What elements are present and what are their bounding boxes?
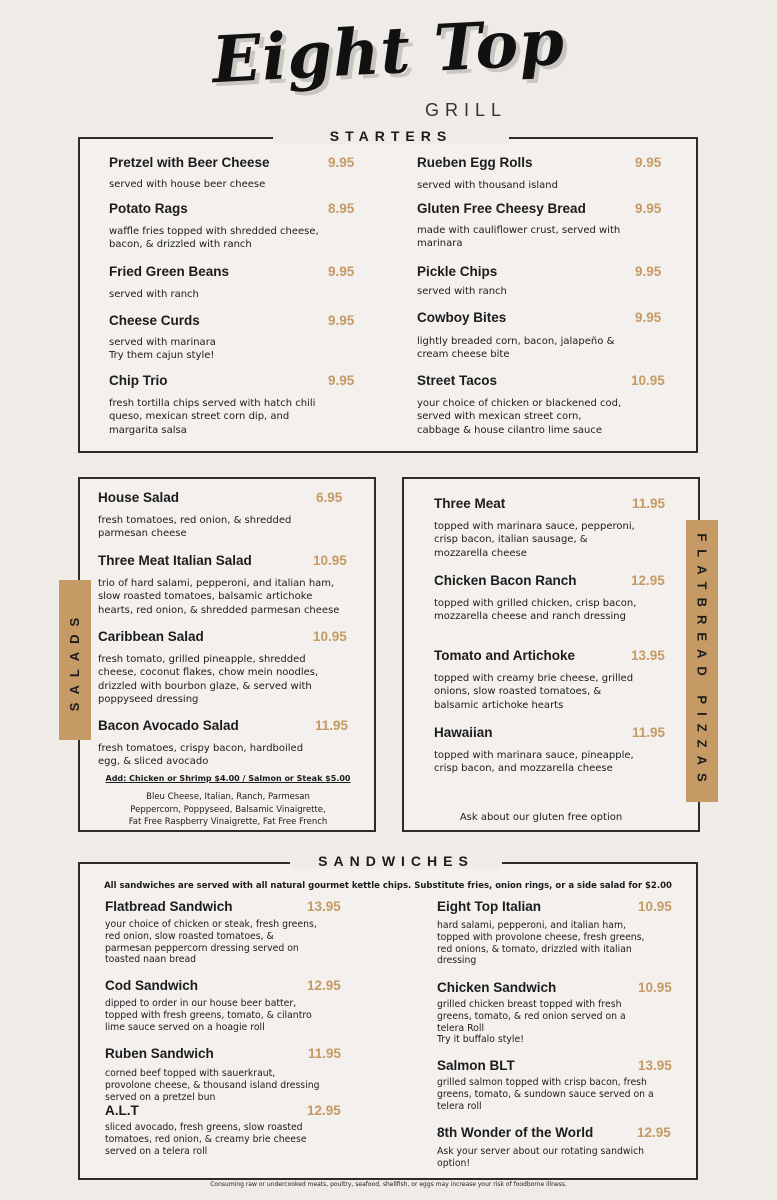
item-desc: served with thousand island: [417, 180, 558, 191]
item-name: Salmon BLT: [437, 1058, 515, 1073]
item-desc: topped with marinara sauce, pepperoni, crisp bacon, italian sausage, & mozzarella cheese: [434, 521, 635, 559]
item-name: Caribbean Salad: [98, 629, 204, 644]
item-name: Chip Trio: [109, 373, 168, 388]
item-price: 9.95: [635, 155, 662, 170]
item-price: 10.95: [638, 980, 672, 995]
item-price: 9.95: [328, 313, 355, 328]
item-name: Eight Top Italian: [437, 899, 541, 914]
item-desc: fresh tomatoes, crispy bacon, hardboiled egg, & sliced avocado: [98, 743, 304, 768]
item-desc: sliced avocado, fresh greens, slow roasted tomatoes, red onion, & creamy brie cheese served on a telera roll: [105, 1122, 307, 1157]
item-price: 9.95: [328, 155, 355, 170]
item-price: 9.95: [328, 264, 355, 279]
item-desc: served with house beer cheese: [109, 179, 266, 190]
item-desc: corned beef topped with sauerkraut, provolone cheese, & thousand island dressing served on a pretzel bun: [105, 1068, 320, 1103]
item-desc: made with cauliflower crust, served with marinara: [417, 225, 621, 250]
item-name: Three Meat Italian Salad: [98, 553, 252, 568]
item-price: 12.95: [637, 1125, 671, 1140]
item-price: 9.95: [635, 201, 662, 216]
item-price: 13.95: [631, 648, 665, 663]
item-name: Tomato and Artichoke: [434, 648, 576, 663]
item-desc: fresh tomato, grilled pineapple, shredded cheese, coconut flakes, chow mein noodles, drizzled with bourbon glaze, & served with poppyseed dressing: [98, 654, 319, 705]
item-name: Rueben Egg Rolls: [417, 155, 533, 170]
item-price: 12.95: [307, 978, 341, 993]
item-price: 11.95: [315, 718, 349, 733]
item-name: Hawaiian: [434, 725, 493, 740]
item-name: Potato Rags: [109, 201, 188, 216]
item-name: Pretzel with Beer Cheese: [109, 155, 270, 170]
item-desc: grilled salmon topped with crisp bacon, fresh greens, tomato, & sundown sauce served on a telera roll: [437, 1077, 654, 1112]
logo: Eight Top: [210, 4, 567, 99]
item-price: 8.95: [328, 201, 355, 216]
item-price: 12.95: [631, 573, 665, 588]
item-name: A.L.T: [105, 1103, 139, 1118]
item-price: 12.95: [307, 1103, 341, 1118]
flatbread-title: FLATBREAD PIZZAS: [694, 532, 710, 790]
salads-tab: [59, 580, 91, 740]
item-price: 10.95: [631, 373, 665, 388]
item-desc: topped with marinara sauce, pineapple, crisp bacon, and mozzarella cheese: [434, 750, 634, 775]
item-price: 9.95: [328, 373, 355, 388]
item-desc: grilled chicken breast topped with fresh greens, tomato, & red onion served on a telera Roll Try it buffalo style!: [437, 999, 626, 1046]
item-price: 11.95: [308, 1046, 342, 1061]
flatbread-tab: [686, 520, 718, 802]
salads-title: SALADS: [67, 609, 83, 711]
item-price: 10.95: [638, 899, 672, 914]
item-name: Fried Green Beans: [109, 264, 230, 279]
item-desc: served with ranch: [417, 286, 507, 297]
item-price: 9.95: [635, 264, 662, 279]
dressing-list: Bleu Cheese, Italian, Ranch, Parmesan Peppercorn, Poppyseed, Balsamic Vinaigrette, Fat Free Raspberry Vinaigrette, Fat Free French: [128, 792, 328, 827]
item-name: Bacon Avocado Salad: [98, 718, 239, 733]
item-desc: fresh tortilla chips served with hatch chili queso, mexican street corn dip, and margarita salsa: [109, 398, 316, 436]
item-name: Ruben Sandwich: [105, 1046, 214, 1061]
gluten-free-note: Ask about our gluten free option: [459, 812, 623, 823]
item-price: 13.95: [307, 899, 341, 914]
starters-title: STARTERS: [273, 128, 509, 144]
item-desc: topped with grilled chicken, crisp bacon, mozzarella cheese and ranch dressing: [434, 598, 637, 623]
item-price: 11.95: [632, 725, 666, 740]
item-desc: hard salami, pepperoni, and italian ham, topped with provolone cheese, fresh greens, red onions, & tomato, drizzled with italian dressing: [437, 920, 645, 967]
item-desc: Ask your server about our rotating sandwich option!: [437, 1146, 645, 1169]
item-desc: served with ranch: [109, 289, 199, 300]
item-desc: fresh tomatoes, red onion, & shredded parmesan cheese: [98, 515, 292, 540]
item-desc: served with marinara Try them cajun style!: [109, 337, 216, 362]
item-price: 9.95: [635, 310, 662, 325]
item-desc: your choice of chicken or blackened cod, served with mexican street corn, cabbage & house cilantro lime sauce: [417, 398, 622, 436]
item-desc: lightly breaded corn, bacon, jalapeño & cream cheese bite: [417, 336, 615, 361]
sandwich-note: All sandwiches are served with all natural gourmet kettle chips. Substitute fries, onion rings, or a side salad for $2.00: [104, 881, 672, 891]
item-name: 8th Wonder of the World: [437, 1125, 594, 1140]
item-name: House Salad: [98, 490, 180, 505]
item-name: Chicken Sandwich: [437, 980, 557, 995]
item-name: Cheese Curds: [109, 313, 200, 328]
item-name: Gluten Free Cheesy Bread: [417, 201, 586, 216]
item-name: Street Tacos: [417, 373, 498, 388]
item-desc: your choice of chicken or steak, fresh greens, red onion, slow roasted tomatoes, & parmesan peppercorn dressing served on toasted naan bread: [105, 919, 317, 966]
item-desc: trio of hard salami, pepperoni, and italian ham, slow roasted tomatoes, balsamic artichoke hearts, red onion, & shredded parmesan cheese: [98, 578, 340, 616]
item-name: Flatbread Sandwich: [105, 899, 233, 914]
item-desc: dipped to order in our house beer batter, topped with fresh greens, tomato, & cilantro lime sauce served on a hoagie roll: [105, 998, 312, 1033]
item-price: 10.95: [313, 629, 347, 644]
item-desc: topped with creamy brie cheese, grilled onions, slow roasted tomatoes, & balsamic artichoke hearts: [434, 673, 634, 711]
item-price: 10.95: [313, 553, 347, 568]
item-name: Chicken Bacon Ranch: [434, 573, 577, 588]
sandwiches-title: SANDWICHES: [290, 853, 502, 869]
food-safety-disclaimer: Consuming raw or undercooked meats, poultry, seafood, shellfish, or eggs may increase your risk of foodborne illness.: [210, 1181, 567, 1188]
item-price: 6.95: [316, 490, 343, 505]
item-name: Cowboy Bites: [417, 310, 507, 325]
item-name: Cod Sandwich: [105, 978, 199, 993]
item-name: Three Meat: [434, 496, 506, 511]
item-desc: waffle fries topped with shredded cheese, bacon, & drizzled with ranch: [109, 226, 319, 251]
logo-subtitle: GRILL: [425, 100, 508, 120]
item-name: Pickle Chips: [417, 264, 498, 279]
item-price: 13.95: [638, 1058, 672, 1073]
item-price: 11.95: [632, 496, 666, 511]
salad-add-on: Add: Chicken or Shrimp $4.00 / Salmon or Steak $5.00: [105, 774, 351, 783]
